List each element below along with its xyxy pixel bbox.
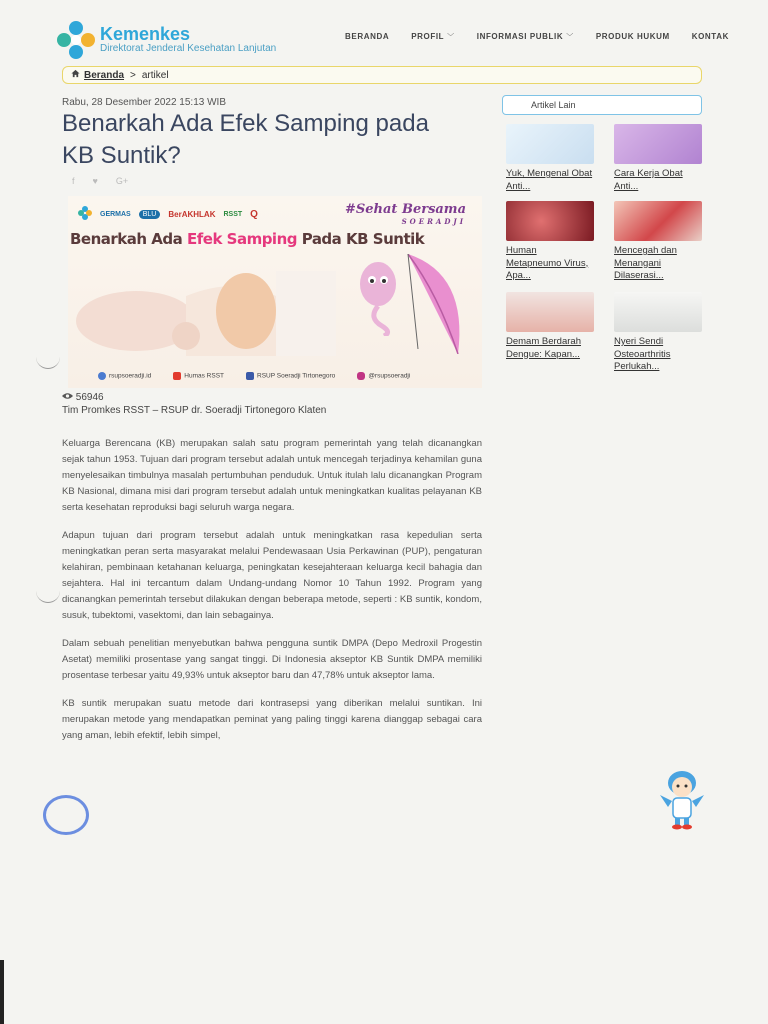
- banner-socials: [98, 372, 410, 380]
- related-article-card[interactable]: [614, 124, 702, 193]
- nav-produk-hukum[interactable]: PRODUK HUKUM: [595, 32, 670, 41]
- nav-kontak[interactable]: KONTAK: [691, 32, 729, 41]
- article-thumbnail[interactable]: [506, 124, 594, 164]
- article-paragraph: Adapun tujuan dari program tersebut adalah untuk meningkatkan rasa kepedulian serta meningkatkan peran serta masyarakat melalui Pendewasaan Usia Perkawinan (PUP), pengaturan kelahiran, pembinaan ketahanan keluarga, peningkatan kesejahteraan keluarga kecil bahagia dan sejahtera. Hal ini tercantum dalam Undang-undang Nomor 10 Tahun 1992. Program yang dicanangkan pemerintah tersebut dilakukan dengan beberapa metode, seperti : KB suntik, kondom, susuk, tubektomi, vasektomi, dan lain sebagainya.: [62, 530, 482, 621]
- home-icon: [71, 69, 80, 81]
- related-article-card[interactable]: [614, 201, 702, 283]
- article-thumbnail[interactable]: [506, 201, 594, 241]
- eye-icon: [62, 392, 76, 403]
- brand-subtitle: Direktorat Jenderal Kesehatan Lanjutan: [100, 43, 277, 54]
- banner-tagline: #Sehat Bersama SOERADJI: [345, 202, 466, 226]
- related-article-title[interactable]: Demam Berdarah Dengue: Kapan...: [506, 336, 581, 360]
- article-thumbnail[interactable]: [614, 292, 702, 332]
- facebook-icon: [246, 372, 254, 380]
- blu-badge-icon: BLU: [139, 210, 161, 219]
- nav-beranda[interactable]: BERANDA: [345, 32, 390, 41]
- article-author: Tim Promkes RSST – RSUP dr. Soeradji Tirtonegoro Klaten: [62, 405, 327, 416]
- view-count: 56946: [62, 392, 104, 403]
- article-paragraph: Keluarga Berencana (KB) merupakan salah satu program pemerintah yang telah dicanangkan sejak tahun 1953. Tujuan dari program tersebut adalah untuk mencegah terjadinya kehamilan guna menyelesaikan timbulnya masalah pertumbuhan penduduk. Untuk itulah lalu dicanangkan Program KB Nasional, dimana misi dari program tersebut adalah untuk meningkatkan kualitas pelayanan KB serta kesehatan reproduksi bagi seluruh warga negara.: [62, 438, 482, 513]
- chevron-down-icon: ﹀: [566, 34, 574, 41]
- sidebar-heading: Artikel Lain: [502, 95, 702, 115]
- brand-name: Kemenkes: [100, 24, 191, 44]
- article-title: Benarkah Ada Efek Samping pada KB Suntik?: [62, 110, 429, 169]
- nav-profil[interactable]: PROFIL ﹀: [411, 32, 455, 41]
- related-article-card[interactable]: [614, 292, 702, 374]
- kemenkes-logo-icon: [56, 20, 96, 60]
- related-article-title[interactable]: Mencegah dan Menangani Dilaserasi...: [614, 245, 677, 281]
- banner-logos: [78, 206, 258, 222]
- related-article-card[interactable]: [506, 292, 594, 361]
- breadcrumb-current: artikel: [141, 69, 169, 81]
- berakhlak-logo: BerAKHLAK: [168, 209, 216, 219]
- related-article-title[interactable]: Human Metapneumo Virus, Apa...: [506, 245, 589, 281]
- scan-mark: [36, 590, 60, 603]
- arm-injection-illustration: [76, 266, 346, 356]
- article-body: [62, 436, 482, 756]
- instagram-icon: [357, 372, 365, 380]
- google-plus-share-icon[interactable]: G+: [115, 176, 129, 186]
- related-article-card[interactable]: [506, 124, 594, 193]
- rsst-logo: RSST: [223, 210, 243, 218]
- germas-logo: GERMAS: [100, 210, 131, 218]
- article-paragraph: Dalam sebuah penelitian menyebutkan bahwa pengguna suntik DMPA (Depo Medroxil Progestin Asetat) memiliki prosentase yang sangat tinggi. Di Indonesia akseptor KB Suntik DMPA memiliki prosentase terbesar yaitu 49,93% untuk akseptor baru dan 47,78% untuk akseptor lama.: [62, 638, 482, 681]
- youtube-icon: [173, 372, 181, 380]
- article-thumbnail[interactable]: [614, 124, 702, 164]
- web-icon: [98, 372, 106, 380]
- social-facebook: RSUP Soeradji Tirtonegoro: [257, 372, 336, 380]
- facebook-share-icon[interactable]: f: [72, 176, 75, 186]
- related-article-card[interactable]: [506, 201, 594, 283]
- kemenkes-small-icon: [78, 206, 92, 222]
- circle-mark: [43, 795, 89, 835]
- breadcrumb: [62, 66, 702, 84]
- related-article-title[interactable]: Cara Kerja Obat Anti...: [614, 168, 683, 192]
- social-instagram: @rsupsoeradji: [368, 372, 411, 380]
- article-thumbnail[interactable]: [506, 292, 594, 332]
- social-youtube: Humas RSST: [184, 372, 225, 380]
- nav-informasi-publik[interactable]: INFORMASI PUBLIK ﹀: [476, 32, 574, 41]
- site-logo[interactable]: [56, 20, 276, 60]
- scan-mark: [36, 356, 60, 369]
- mascot-icon: [650, 765, 714, 831]
- related-article-title[interactable]: Yuk, Mengenal Obat Anti...: [506, 168, 593, 192]
- share-bar: [72, 176, 128, 186]
- breadcrumb-separator: >: [130, 69, 136, 81]
- breadcrumb-home-link[interactable]: Beranda: [84, 69, 125, 81]
- scan-edge: [0, 960, 4, 1024]
- related-article-title[interactable]: Nyeri Sendi Osteoarthritis Perlukah...: [614, 336, 671, 372]
- article-banner-image: [68, 196, 482, 388]
- article-paragraph: KB suntik merupakan suatu metode dari kontrasepsi yang diberikan melalui suntikan. Ini merupakan metode yang mendapatkan peminat yang paling tinggi karena dianggap sebagai cara yang aman, lebih efektif, lebih simpel,: [62, 698, 482, 741]
- article-thumbnail[interactable]: [614, 201, 702, 241]
- social-web: rsupsoeradji.id: [109, 372, 152, 380]
- main-nav: [345, 32, 729, 42]
- chevron-down-icon: ﹀: [447, 34, 455, 41]
- q-badge-icon: Q: [250, 208, 258, 220]
- article-date: Rabu, 28 Desember 2022 15:13 WIB: [62, 97, 226, 108]
- twitter-share-icon[interactable]: ♥: [92, 176, 98, 186]
- banner-headline: Benarkah Ada Efek Samping Pada KB Suntik: [70, 230, 425, 248]
- umbrella-illustration: [398, 254, 468, 354]
